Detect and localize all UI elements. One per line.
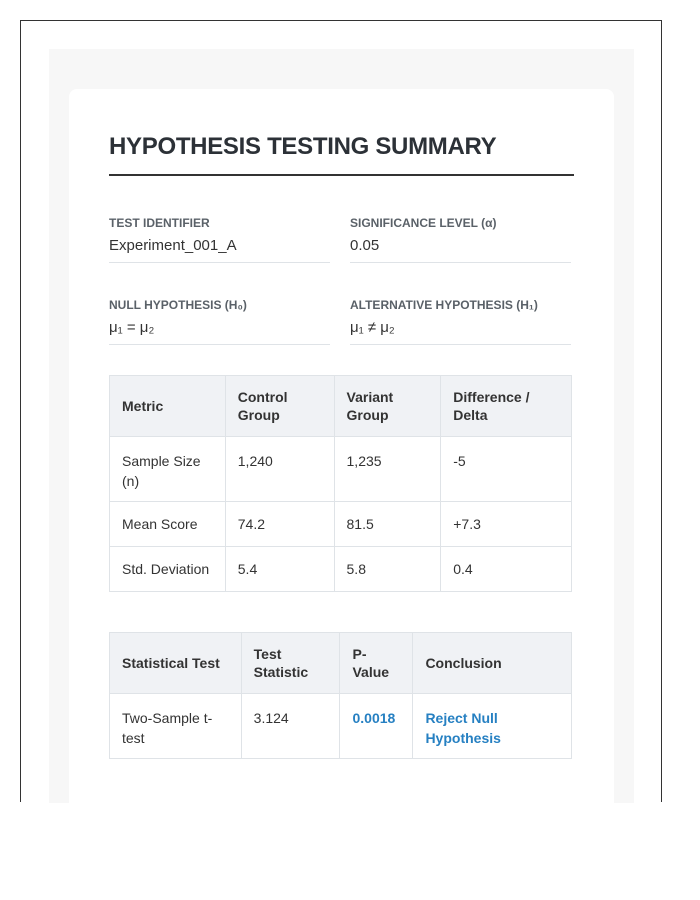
table-cell: 81.5 xyxy=(334,502,441,547)
column-header-p-value: P-Value xyxy=(340,633,413,694)
column-header-test: Statistical Test xyxy=(110,633,242,694)
table-cell: Mean Score xyxy=(110,502,226,547)
table-row xyxy=(110,547,572,592)
meta-null-hypothesis xyxy=(109,298,330,345)
table-cell: Sample Size (n) xyxy=(110,437,226,502)
column-header-variant: Variant Group xyxy=(334,376,441,437)
column-header-statistic: Test Statistic xyxy=(241,633,340,694)
page-title: HYPOTHESIS TESTING SUMMARY xyxy=(109,133,574,176)
column-header-conclusion: Conclusion xyxy=(413,633,572,694)
summary-card xyxy=(69,89,614,819)
meta-value: μ₁ ≠ μ₂ xyxy=(350,319,395,336)
table-cell: Two-Sample t-test xyxy=(110,694,242,759)
meta-test-identifier xyxy=(109,216,330,263)
p-value-cell: 0.0018 xyxy=(340,694,413,759)
page-frame xyxy=(20,20,662,802)
statistical-test-table xyxy=(109,632,572,759)
table-row xyxy=(110,437,572,502)
meta-significance-level xyxy=(350,216,571,263)
table-cell: Std. Deviation xyxy=(110,547,226,592)
meta-label: NULL HYPOTHESIS (H₀) xyxy=(109,298,247,312)
column-header-metric: Metric xyxy=(110,376,226,437)
table-header-row xyxy=(110,633,572,694)
table-cell: 1,235 xyxy=(334,437,441,502)
meta-label: ALTERNATIVE HYPOTHESIS (H₁) xyxy=(350,298,538,312)
table-cell: -5 xyxy=(441,437,572,502)
meta-grid xyxy=(109,216,574,345)
table-row xyxy=(110,502,572,547)
meta-label: TEST IDENTIFIER xyxy=(109,216,210,230)
meta-value: 0.05 xyxy=(350,237,380,254)
table-header-row xyxy=(110,376,572,437)
table-cell: 5.8 xyxy=(334,547,441,592)
conclusion-cell: Reject Null Hypothesis xyxy=(413,694,572,759)
table-cell: 74.2 xyxy=(225,502,334,547)
table-cell: 3.124 xyxy=(241,694,340,759)
column-header-delta: Difference / Delta xyxy=(441,376,572,437)
table-row xyxy=(110,694,572,759)
meta-value: μ₁ = μ₂ xyxy=(109,319,155,336)
meta-label: SIGNIFICANCE LEVEL (α) xyxy=(350,216,497,230)
table-cell: 0.4 xyxy=(441,547,572,592)
table-cell: 5.4 xyxy=(225,547,334,592)
meta-value: Experiment_001_A xyxy=(109,237,237,254)
meta-alternative-hypothesis xyxy=(350,298,571,345)
table-cell: +7.3 xyxy=(441,502,572,547)
metrics-table xyxy=(109,375,572,592)
table-cell: 1,240 xyxy=(225,437,334,502)
page-backdrop xyxy=(49,49,634,803)
column-header-control: Control Group xyxy=(225,376,334,437)
